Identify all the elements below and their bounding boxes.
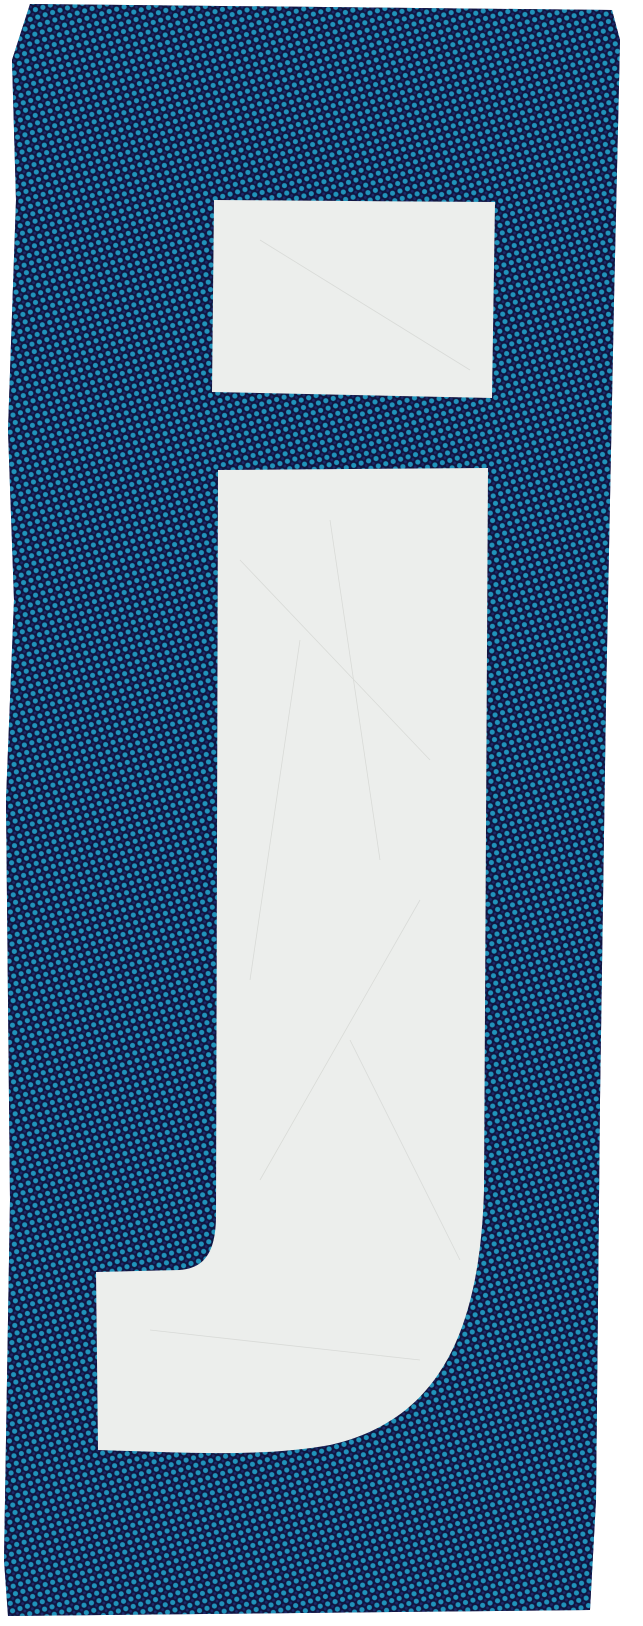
letter-j-dot <box>212 200 495 398</box>
